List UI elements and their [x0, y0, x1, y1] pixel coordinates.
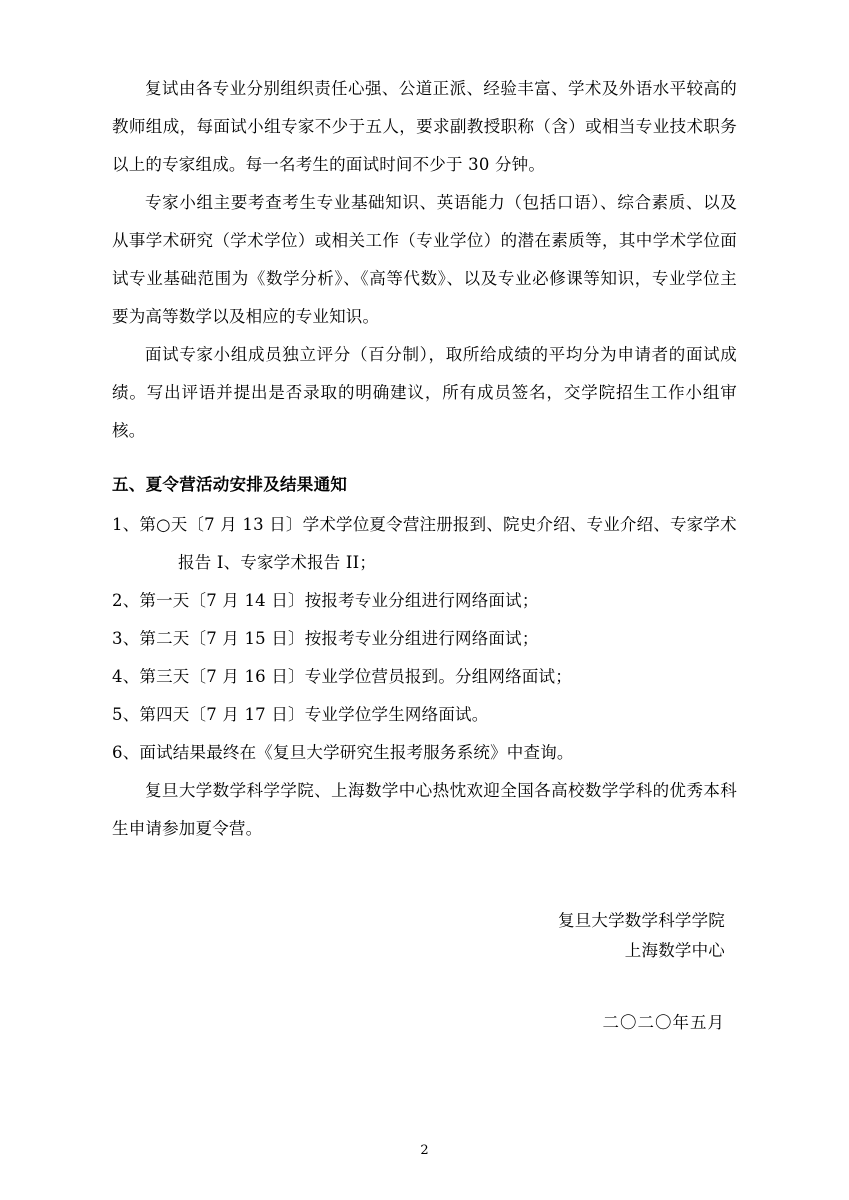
list-item: 5、第四天〔7 月 17 日〕专业学位学生网络面试。: [112, 705, 489, 724]
list-item: 2、第一天〔7 月 14 日〕按报考专业分组进行网络面试；: [112, 591, 539, 610]
paragraph-3: 面试专家小组成员独立评分（百分制），取所给成绩的平均分为申请者的面试成绩。写出评语并提出是否录取的明确建议，所有成员签名，交学院招生工作小组审核。: [112, 345, 737, 440]
list-item: 4、第三天〔7 月 16 日〕专业学位营员报到。分组网络面试；: [112, 667, 572, 686]
section-heading: 五、夏令营活动安排及结果通知: [112, 475, 348, 494]
signature-block: [112, 906, 737, 966]
signature-date: 二〇二〇年五月: [602, 1013, 725, 1032]
page-number: 2: [420, 1143, 429, 1158]
list-item: 1、第○天〔7 月 13 日〕学术学位夏令营注册报到、院史介绍、专业介绍、专家学术: [112, 515, 737, 534]
list-item: 6、面试结果最终在《复旦大学研究生报考服务系统》中查询。: [112, 743, 574, 762]
signature-line-1: 复旦大学数学科学学院: [558, 911, 725, 930]
closing-paragraph: 复旦大学数学科学学院、上海数学中心热忱欢迎全国各高校数学学科的优秀本科生申请参加夏令营。: [112, 781, 737, 838]
paragraph-2: 专家小组主要考查考生专业基础知识、英语能力（包括口语）、综合素质、以及从事学术研究（学术学位）或相关工作（专业学位）的潜在素质等，其中学术学位面试专业基础范围为《数学分析》、《高等代数》、以及专业必修课等知识，专业学位主要为高等数学以及相应的专业知识。: [112, 193, 737, 326]
list-item: 报告 I、专家学术报告 II；: [178, 553, 377, 572]
list-item: 3、第二天〔7 月 15 日〕按报考专业分组进行网络面试；: [112, 629, 539, 648]
signature-line-2: 上海数学中心: [624, 941, 725, 960]
paragraph-1: 复试由各专业分别组织责任心强、公道正派、经验丰富、学术及外语水平较高的教师组成，每面试小组专家不少于五人，要求副教授职称（含）或相当专业技术职务以上的专家组成。每一名考生的面试时间不少于 30 分钟。: [112, 79, 737, 174]
